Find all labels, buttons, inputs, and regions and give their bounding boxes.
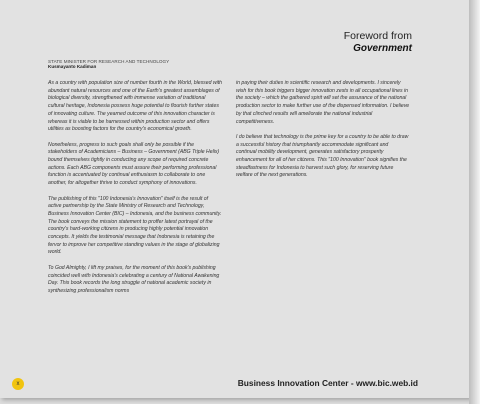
right-text-column	[236, 80, 410, 188]
author-block	[48, 59, 169, 70]
heading-line-1: Foreword from	[343, 30, 412, 42]
paragraph: in paying their duties in scientific research and developments. I sincerely wish for this book triggers bigger innovation zests in all occupational lines in the society – which the gathered spirit will set the assurance of the national production sector to make further use of the dispensed information. I believe by that clinched results will ameliorate the national industrial competitiveness.	[236, 80, 410, 125]
paragraph: As a country with population size of number fourth in the World, blessed with abundant natural resources and one of the Earth's greatest assemblages of biological diversity, strengthened with immense variation of traditional cultural heritage, Indonesia possess huge potential to flourish further states of innovating culture. The yearned outcome of this innovation character is whereas it is viable to be harnessed within production sector and offers utilities as boosting factors for the country's economical growth.	[48, 80, 223, 133]
paragraph: The publishing of this "100 Indonesia's Innovation" itself is the result of active partnership by the State Ministry of Research and Technology, Business Innovation Center (BIC) – Indonesia, and the business community. The book conveys the mission statement to proffer latest portrayal of the country's hard-working citizens in producing highly potential innovation concepts. It yields the testimonial message that Indonesia is retaining the fervor to improve her competitive standing values in the stage of globalizing world.	[48, 195, 222, 256]
left-text-column	[48, 80, 222, 303]
paragraph: Nonetheless, progress to such goals shall only be possible if the stakeholders of Academicians – Business – Government (ABG Triple Helix) bound themselves tightly in conducting any scope of required concrete actions. Each ABG components must assure their performing professional function is accentuated by continual enthusiasm to collaborate to one another, for altogether thrive to conduct symphony of innovations.	[48, 141, 220, 187]
page-number-badge: x	[12, 378, 24, 390]
page-fold-edge	[469, 0, 480, 404]
paragraph: I do believe that technology is the prime key for a country to be able to draw a successful history that triumphantly accommodate significant and continual mobility development, generates satisfactory prosperity enhancement for all of her citizens. This "100 Innovation" book signifies the steadfastness for Indonesia to harvest such glory, for reserving future welfare of the next generations.	[236, 133, 409, 179]
author-role: STATE MINISTER FOR RESEARCH AND TECHNOLOGY	[48, 59, 170, 64]
author-name: Kusmayanto Kadiman	[48, 64, 97, 70]
foreword-heading	[344, 31, 412, 54]
heading-line-2: Government	[353, 42, 412, 54]
footer-text: Business Innovation Center - www.bic.web.id	[237, 378, 418, 388]
paragraph: To God Almighty, I lift my praises, for the moment of this book's publishing coincided well with Indonesia's celebrating a century of National Awakening Day. This book records the long struggle of national academic society in synthesizing professionalism norms	[48, 264, 220, 294]
